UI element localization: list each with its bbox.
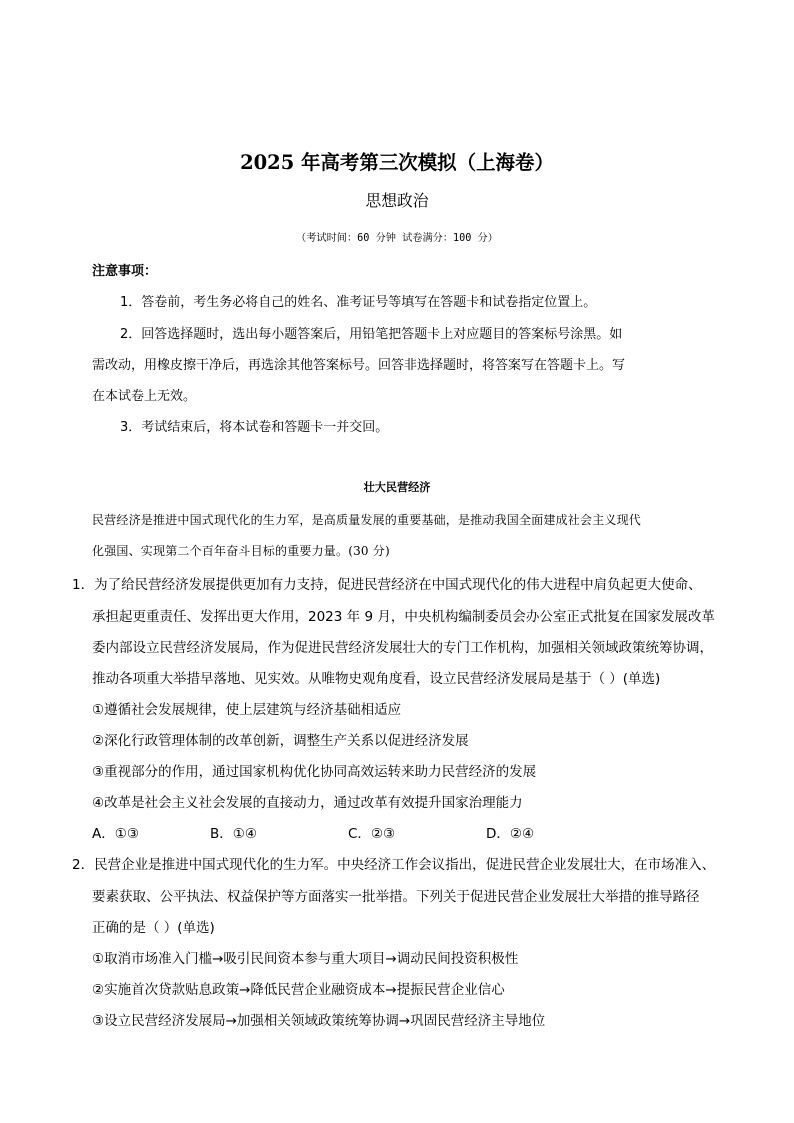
question-2-statement: ③设立民营经济发展局→加强相关领域政策统筹协调→巩固民营经济主导地位 [92,1013,546,1029]
question-1-statement: ②深化行政管理体制的改革创新，调整生产关系以促进经济发展 [92,733,469,749]
exam-time-info: （考试时间：60 分钟 试卷满分：100 分） [296,233,498,244]
notice-line: 在本试卷上无效。 [92,389,197,404]
question-1-stem-line: 委内部设立民营经济发展局，作为促进民营经济发展壮大的专门工作机构，加强相关领域政策统筹协调， [92,640,713,656]
question-1-statement: ④改革是社会主义社会发展的直接动力，通过改革有效提升国家治理能力 [92,795,523,811]
question-1-statement: ①遵循社会发展规律，使上层建筑与经济基础相适应 [92,702,402,718]
subject-title: 思想政治 [365,191,429,210]
question-1-option-c[interactable]: C．②③ [348,826,396,842]
notice-line: 2．回答选择题时，选出每小题答案后，用铅笔把答题卡上对应题目的答案标号涂黑。如 [120,327,623,342]
question-2-stem-line: 正确的是（ ）(单选) [92,920,215,936]
exam-title: 2025 年高考第三次模拟（上海卷） [240,151,554,174]
question-1-option-a[interactable]: A．①③ [92,826,139,842]
question-1-option-d[interactable]: D．②④ [486,826,535,842]
notice-heading: 注意事项： [92,264,158,279]
question-2-stem-line: 2．民营企业是推进中国式现代化的生力军。中央经济工作会议指出，促进民营企业发展壮大，在市场准入、 [72,857,716,873]
question-1-option-b[interactable]: B．①④ [210,826,257,842]
question-1-stem-line: 承担起更重责任、发挥出更大作用，2023 年 9 月，中央机构编制委员会办公室正式批复在国家发展改革 [92,609,715,625]
question-1-stem-line: 1．为了给民营经济发展提供更加有力支持，促进民营经济在中国式现代化的伟大进程中肩负起更大使命、 [72,577,702,593]
question-1-stem-line: 推动各项重大举措早落地、见实效。从唯物史观角度看，设立民营经济发展局是基于（ ）(单选) [92,671,661,687]
question-1-statement: ③重视部分的作用，通过国家机构优化协同高效运转来助力民营经济的发展 [92,764,537,780]
question-2-stem-line: 要素获取、公平执法、权益保护等方面落实一批举措。下列关于促进民营企业发展壮大举措的推导路径 [92,889,700,905]
question-2-statement: ①取消市场准入门槛→吸引民间资本参与重大项目→调动民间投资积极性 [92,951,519,967]
question-2-statement: ②实施首次贷款贴息政策→降低民营企业融资成本→提振民营企业信心 [92,982,505,998]
section-intro-line: 民营经济是推进中国式现代化的生力军，是高质量发展的重要基础，是推动我国全面建成社会主义现代 [92,513,642,527]
notice-line: 3．考试结束后，将本试卷和答题卡一并交回。 [120,420,389,435]
notice-line: 1．答卷前，考生务必将自己的姓名、准考证号等填写在答题卡和试卷指定位置上。 [120,295,597,310]
section-intro-line: 化强国、实现第二个百年奋斗目标的重要力量。(30 分) [92,544,390,558]
section-title: 壮大民营经济 [363,481,431,494]
notice-line: 需改动，用橡皮擦干净后，再选涂其他答案标号。回答非选择题时，将答案写在答题卡上。写 [92,358,626,373]
